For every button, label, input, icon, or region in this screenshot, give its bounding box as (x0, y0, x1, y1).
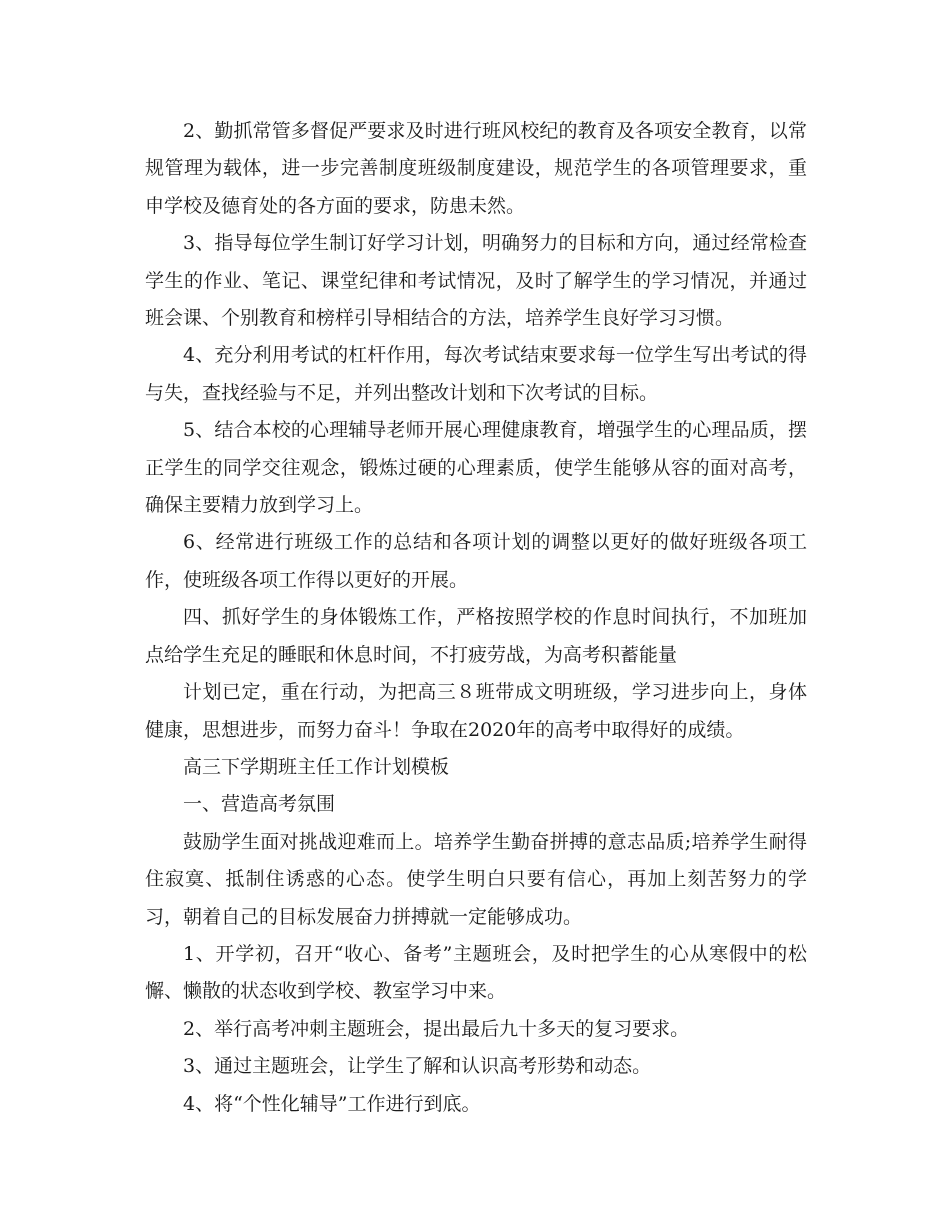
paragraph-item-6-summary: 6、经常进行班级工作的总结和各项计划的调整以更好的做好班级各项工作，使班级各项工作得以更好的开展。 (145, 531, 807, 591)
document-body (145, 113, 807, 1123)
paragraph-section-4-physical: 四、抓好学生的身体锻炼工作，严格按照学校的作息时间执行，不加班加点给学生充足的睡眠和休息时间，不打疲劳战，为高考积蓄能量 (145, 606, 807, 666)
paragraph-item-2-discipline: 2、勤抓常管多督促严要求及时进行班风校纪的教育及各项安全教育，以常规管理为载体，进一步完善制度班级制度建设，规范学生的各项管理要求，重申学校及德育处的各方面的要求，防患未然。 (145, 120, 807, 217)
paragraph-item-1-class-meeting: 1、开学初，召开“收心、备考”主题班会，及时把学生的心从寒假中的松懈、懒散的状态收到学校、教室学习中来。 (145, 942, 807, 1003)
paragraph-conclusion: 计划已定，重在行动，为把高三８班带成文明班级，学习进步向上，身体健康，思想进步，而努力奋斗！争取在2020年的高考中取得好的成绩。 (145, 681, 807, 741)
paragraph-item-2-sprint-meeting: 2、举行高考冲刺主题班会，提出最后九十多天的复习要求。 (183, 1017, 690, 1040)
paragraph-item-5-psychology: 5、结合本校的心理辅导老师开展心理健康教育，增强学生的心理品质，摆正学生的同学交往观念，锻炼过硬的心理素质，使学生能够从容的面对高考，确保主要精力放到学习上。 (145, 419, 807, 517)
paragraph-encourage: 鼓励学生面对挑战迎难而上。培养学生勤奋拼搏的意志品质;培养学生耐得住寂寞、抵制住诱惑的心态。使学生明白只要有信心，再加上刻苦努力的学习，朝着自己的目标发展奋力拼搏就一定能够成功。 (145, 830, 807, 928)
document-heading: 高三下学期班主任工作计划模板 (183, 755, 450, 778)
paragraph-item-3-study-plan: 3、指导每位学生制订好学习计划，明确努力的目标和方向，通过经常检查学生的作业、笔记、课堂纪律和考试情况，及时了解学生的学习情况，并通过班会课、个别教育和榜样引导相结合的方法，培养学生良好学习习惯。 (145, 232, 807, 330)
paragraph-item-4-tutoring: 4、将“个性化辅导”工作进行到底。 (183, 1092, 481, 1115)
section-heading-1: 一、营造高考氛围 (183, 793, 336, 816)
paragraph-item-3-situation: 3、通过主题班会，让学生了解和认识高考形势和动态。 (183, 1055, 652, 1078)
paragraph-item-4-exams: 4、充分利用考试的杠杆作用，每次考试结束要求每一位学生写出考试的得与失，查找经验与不足，并列出整改计划和下次考试的目标。 (145, 344, 807, 404)
